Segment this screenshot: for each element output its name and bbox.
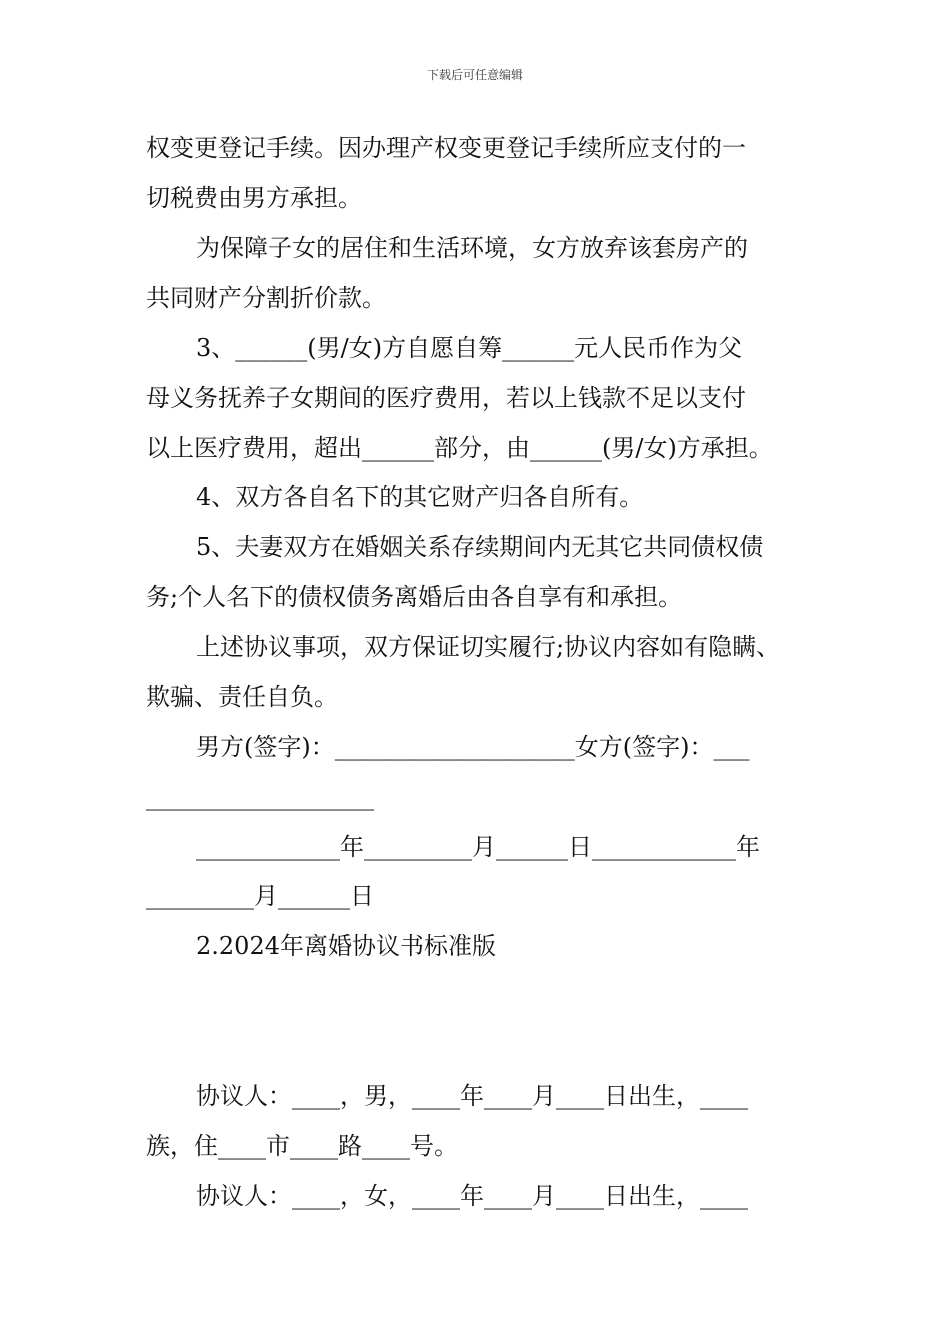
date-line: ____________年_________月______日____________年 xyxy=(196,833,760,861)
section-heading: 2.2024年离婚协议书标准版 xyxy=(196,932,496,960)
signature-line: 男方(签字)：____________________女方(签字)：___ xyxy=(196,733,750,761)
paragraph-line: 务;个人名下的债权债务离婚后由各自享有和承担。 xyxy=(146,583,683,611)
paragraph-line: 切税费由男方承担。 xyxy=(146,184,362,212)
paragraph-line: 为保障子女的居住和生活环境，女方放弃该套房产的 xyxy=(196,234,748,262)
date-line: _________月______日 xyxy=(146,882,374,910)
paragraph-line: 协议人：____，男，____年____月____日出生，____ xyxy=(196,1082,748,1110)
page-header: 下载后可任意编辑 xyxy=(426,68,523,82)
signature-line: ___________________ xyxy=(146,783,374,811)
paragraph-line: 权变更登记手续。因办理产权变更登记手续所应支付的一 xyxy=(146,134,746,162)
paragraph-line: 上述协议事项，双方保证切实履行;协议内容如有隐瞒、 xyxy=(196,633,781,661)
paragraph-line: 4、双方各自名下的其它财产归各自所有。 xyxy=(196,483,644,511)
paragraph-line: 以上医疗费用，超出______部分，由______(男/女)方承担。 xyxy=(146,434,773,462)
paragraph-line: 欺骗、责任自负。 xyxy=(146,683,338,711)
paragraph-line: 3、______(男/女)方自愿自筹______元人民币作为父 xyxy=(196,334,743,362)
paragraph-line: 共同财产分割折价款。 xyxy=(146,284,386,312)
paragraph-line: 母义务抚养子女期间的医疗费用，若以上钱款不足以支付 xyxy=(146,384,746,412)
paragraph-line: 协议人：____，女，____年____月____日出生，____ xyxy=(196,1182,748,1210)
paragraph-line: 5、夫妻双方在婚姻关系存续期间内无其它共同债权债 xyxy=(196,533,764,561)
paragraph-line: 族，住____市____路____号。 xyxy=(146,1132,458,1160)
